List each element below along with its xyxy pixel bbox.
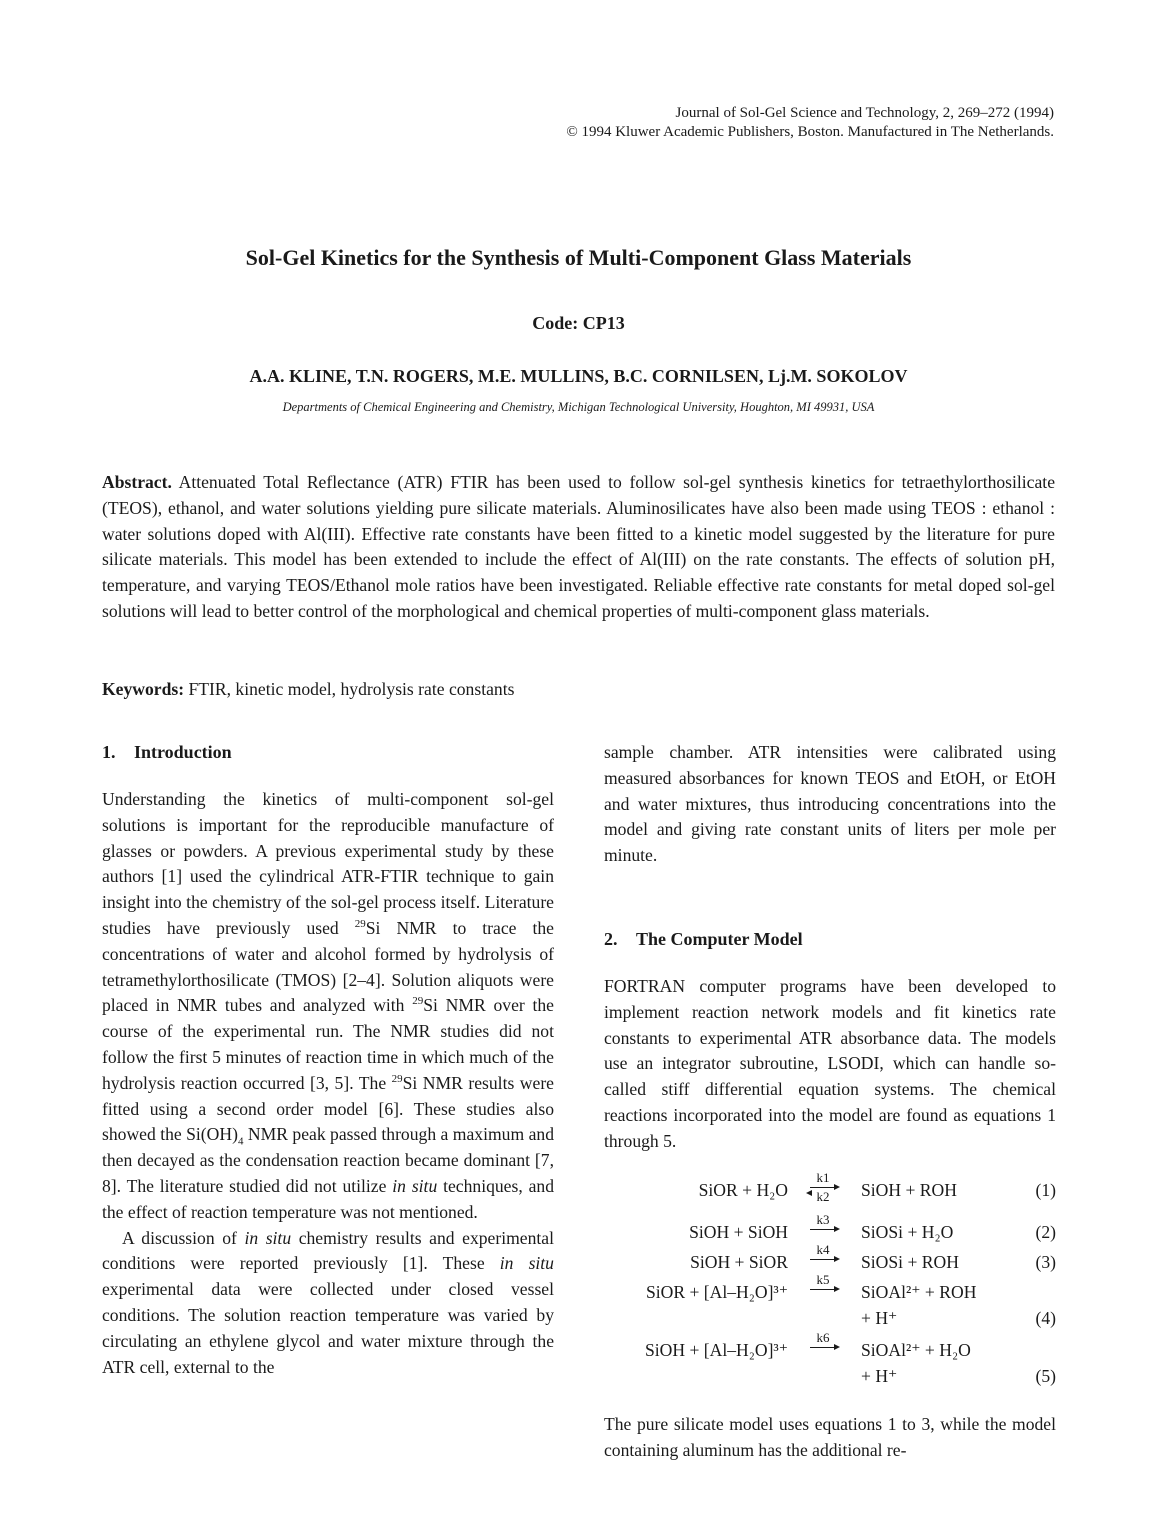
equation-2: SiOH + SiOH k3 SiOSi + H₂O (2) <box>689 1212 1056 1242</box>
section-title: The Computer Model <box>636 928 803 949</box>
forward-arrow: k4 <box>799 1252 847 1260</box>
model-paragraph-2: The pure silicate model uses equations 1 to 3, while the model containing aluminum has the additional re- <box>604 1414 1056 1460</box>
equation-5: SiOH + [Al–H₂O]³⁺ k6 SiOAl²⁺ + H₂O + H⁺ (5) <box>644 1330 1056 1386</box>
equation-number: (3) <box>1035 1252 1056 1272</box>
section-heading-introduction <box>102 740 554 764</box>
equation-3: SiOH + SiOR k4 SiOSi + ROH (3) <box>690 1242 1056 1272</box>
section-number: 1. <box>102 742 116 762</box>
forward-arrow: k5 <box>799 1282 847 1290</box>
keywords <box>102 676 1055 702</box>
forward-arrow: k3 <box>799 1222 847 1230</box>
equation-number: (2) <box>1035 1222 1056 1242</box>
right-column <box>604 740 1056 1155</box>
intro-paragraph-1: Understanding the kinetics of multi-component sol-gel solutions is important for the reproducible manufacture of glasses or powders. A previous experimental study by these authors [1] used the cylindrical ATR-FTIR technique to gain insight into the chemistry of the sol-gel process itself. Literature studies have previously used $^{29}$Si NMR to trace the concentrations of water and alcohol formed by hydrolysis of tetramethylorthosilicate (TMOS) [2–4]. Solution aliquots were placed in NMR tubes and analyzed with $^{29}$Si NMR over the course of the experimental run. The NMR studies did not follow the first 5 minutes of reaction time in which much of the hydrolysis reaction occurred [3, 5]. The $^{29}$Si NMR results were fitted using a second order model [6]. These studies also showed the $Si(OH)_4$ NMR peak passed through a maximum and then decayed as the condensation reaction became dominant [7, 8]. The literature studied did not utilize in situ techniques, and the effect of reaction temperature was not mentioned. <box>102 789 554 1222</box>
equation-number: (5) <box>1035 1366 1056 1386</box>
keywords-text: FTIR, kinetic model, hydrolysis rate constants <box>188 679 515 699</box>
section-heading-computer-model <box>604 927 1056 951</box>
model-paragraph-1: FORTRAN computer programs have been developed to implement reaction network models and fit kinetics rate constants to experimental ATR absorbance data. The models use an integrator subroutine, LSODI, which can handle so-called stiff differential equation systems. The chemical reactions incorporated into the model are found as equations 1 through 5. <box>604 975 1056 1151</box>
affiliation: Departments of Chemical Engineering and Chemistry, Michigan Technological University, Houghton, MI 49931, USA <box>282 400 875 414</box>
intro-paragraph-2: A discussion of in situ chemistry results and experimental conditions were reported previously [1]. These in situ experimental data were collected under closed vessel conditions. The solution reaction temperature was varied by circulating an ethylene glycol and water mixture through the ATR cell, external to the <box>102 1227 554 1377</box>
paper-code: Code: CP13 <box>532 313 625 333</box>
keywords-label: Keywords: <box>102 679 185 699</box>
section-title: Introduction <box>134 742 232 762</box>
forward-arrow: k6 <box>799 1340 847 1348</box>
section-number: 2. <box>604 928 618 949</box>
journal-citation: Journal of Sol-Gel Science and Technology, 2, 269–272 (1994) <box>675 105 1054 121</box>
journal-header <box>354 104 1054 142</box>
equation-1: SiOR + H₂O k1 k2 SiOH + ROH (1) <box>698 1170 1056 1204</box>
author-list: A.A. KLINE, T.N. ROGERS, M.E. MULLINS, B.C. CORNILSEN, Lj.M. SOKOLOV <box>249 366 908 386</box>
intro-paragraph-3: sample chamber. ATR intensities were calibrated using measured absorbances for known TEOS and EtOH, or EtOH and water mixtures, thus introducing concentrations into the model and giving rate constant units of liters per mole per minute. <box>604 742 1056 866</box>
abstract-text: Attenuated Total Reflectance (ATR) FTIR has been used to follow sol-gel synthesis kinetics for tetraethylorthosilicate (TEOS), ethanol, and water solutions yielding pure silicate materials. Aluminosilicates have also been made using TEOS : ethanol : water solutions doped with Al(III). Effective rate constants have been fitted to a kinetic model suggested by the literature for pure silicate materials. This model has been extended to include the effect of Al(III) on the rate constants. The effects of solution pH, temperature, and varying TEOS/Ethanol mole ratios have been investigated. Reliable effective rate constants for metal doped sol-gel solutions will lead to better control of the morphological and chemical properties of multi-component glass materials. <box>102 472 1056 621</box>
equation-4: SiOR + [Al–H₂O]³⁺ k5 SiOAl²⁺ + ROH + H⁺ (4) <box>645 1272 1056 1328</box>
left-column <box>102 740 554 1380</box>
copyright-line: © 1994 Kluwer Academic Publishers, Boston. Manufactured in The Netherlands. <box>566 124 1054 140</box>
abstract-label: Abstract. <box>102 472 172 492</box>
equation-number: (1) <box>1035 1180 1056 1200</box>
paper-title: Sol-Gel Kinetics for the Synthesis of Multi-Component Glass Materials <box>245 245 912 270</box>
equation-number: (4) <box>1035 1308 1056 1328</box>
equation-block <box>604 1170 1056 1386</box>
reversible-arrow: k1 k2 <box>799 1180 847 1203</box>
abstract <box>102 470 1055 625</box>
